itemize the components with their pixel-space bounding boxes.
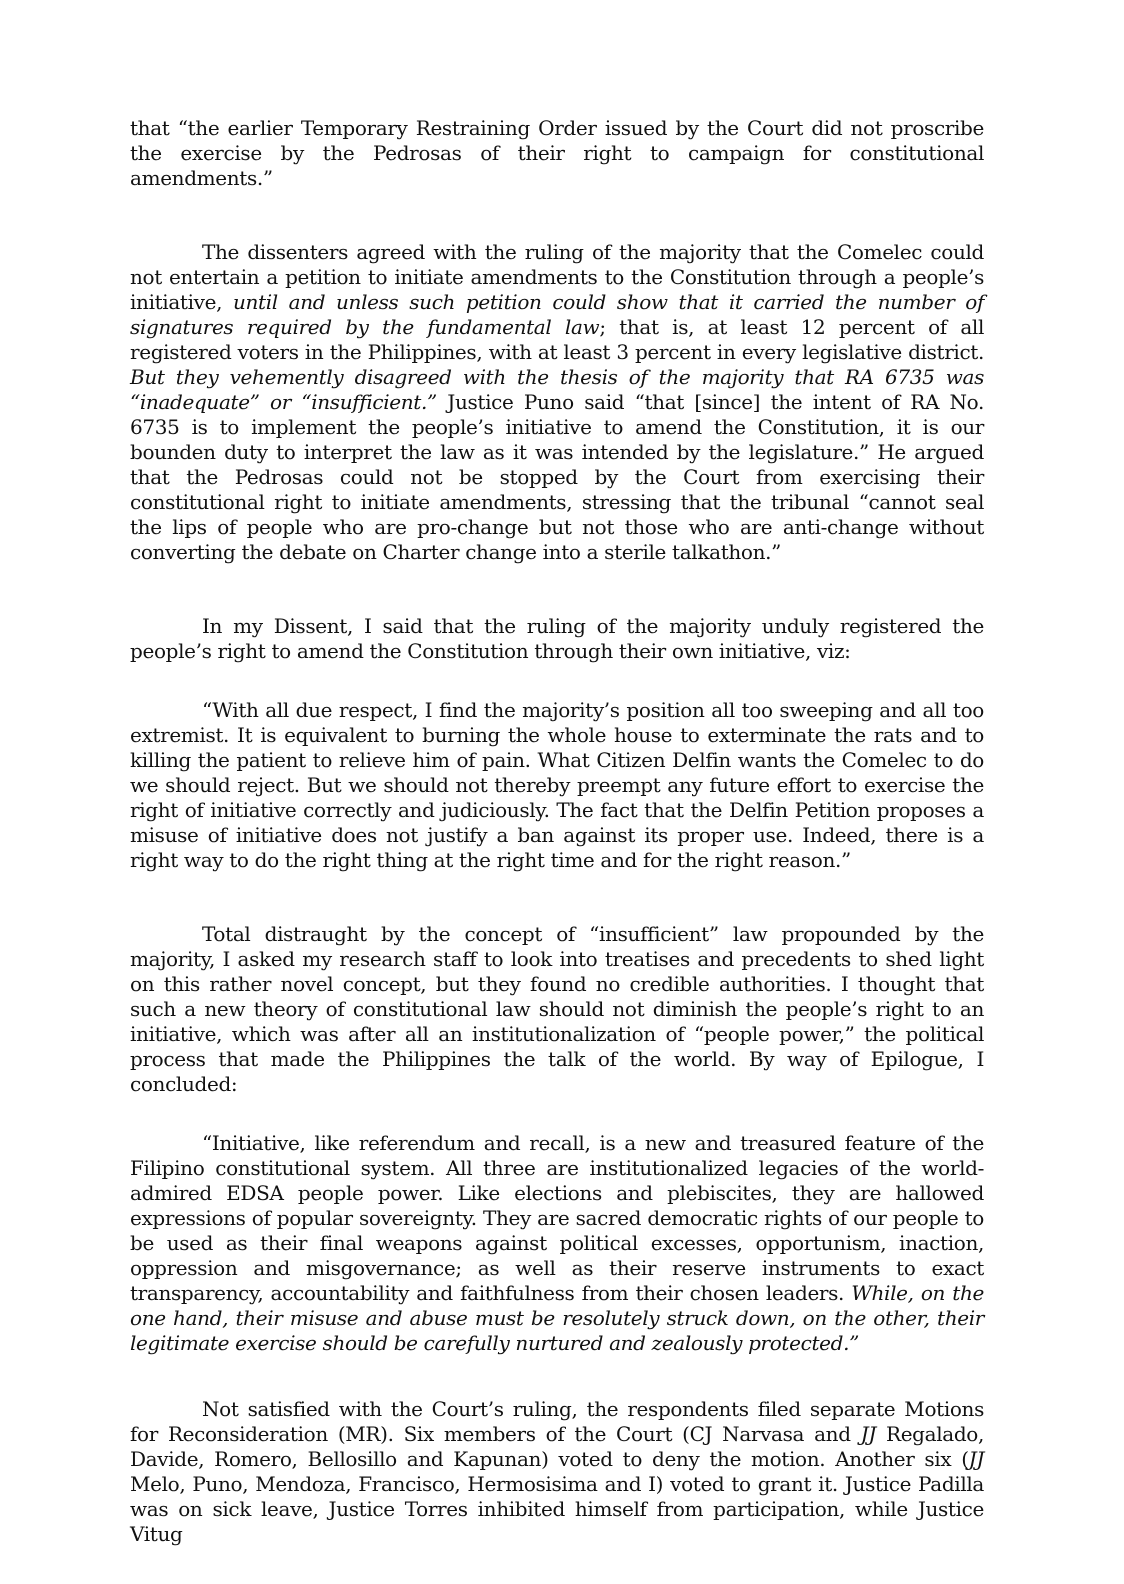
paragraph-1 (130, 116, 984, 191)
paragraph-7-text-b: Regalado, Davide, Romero, Bellosillo and Kapunan) voted to deny the motion. Another six ( (130, 1422, 984, 1471)
quote-paragraph-1-text: “With all due respect, I find the majority’s position all too sweeping and all too extremist. It is equivalent to burning the whole house to exterminate the rats and to killing the patient to relieve him of pain. What Citizen Delfin wants the Comelec to do we should reject. But we should not thereby preempt any future effort to exercise the right of initiative correctly and judiciously. The fact that the Delfin Petition proposes a misuse of initiative does not justify a ban against its proper use. Indeed, there is a right way to do the right thing at the right time and for the right reason.” (130, 698, 984, 872)
paragraph-3 (130, 614, 984, 664)
paragraph-7-italic-b: JJ (968, 1447, 984, 1471)
paragraph-3-text: In my Dissent, I said that the ruling of the majority unduly registered the people’s right to amend the Constitution through their own initiative, viz: (130, 614, 984, 663)
paragraph-5-text: Total distraught by the concept of “insufficient” law propounded by the majority, I asked my research staff to look into treatises and precedents to shed light on this rather novel concept, but they found no credible authorities. I thought that such a new theory of constitutional law should not diminish the people’s right to an initiative, which was after all an institutionalization of “people power,” the political process that made the Philippines the talk of the world. By way of Epilogue, I concluded: (130, 922, 984, 1096)
paragraph-2 (130, 240, 984, 565)
quote-paragraph-2-italic: While, on the one hand, their misuse and abuse must be resolutely struck down, on the other, their legitimate exercise should be carefully nurtured and zealously protected.” (130, 1281, 985, 1355)
paragraph-7-text-c: Melo, Puno, Mendoza, Francisco, Hermosisima and I) voted to grant it. Justice Padilla was on sick leave, Justice Torres inhibited himself from participation, while Justice Vitug (130, 1472, 984, 1546)
paragraph-5 (130, 922, 984, 1097)
quote-paragraph-2 (130, 1131, 984, 1356)
quote-paragraph-2-text: “Initiative, like referendum and recall, is a new and treasured feature of the Filipino constitutional system. All three are institutionalized legacies of the world-admired EDSA people power. Like elections and plebiscites, they are hallowed expressions of popular sovereignty. They are sacred democratic rights of our people to be used as their final weapons against political excesses, opportunism, inaction, oppression and misgovernance; as well as their reserve instruments to exact transparency, accountability and faithfulness from their chosen leaders. (130, 1131, 984, 1305)
paragraph-2-text-c: Justice Puno said “that [since] the intent of RA No. 6735 is to implement the people’s initiative to amend the Constitution, it is our bounden duty to interpret the law as it was intended by the legislature.” He argued that the Pedrosas could not be stopped by the Court from exercising their constitutional right to initiate amendments, stressing that the tribunal “cannot seal the lips of people who are pro-change but not those who are anti-change without converting the debate on Charter change into a sterile talkathon.” (130, 390, 984, 564)
paragraph-2-text-b: ; that is, at least 12 percent of all registered voters in the Philippines, with at least 3 percent in every legislative district. (130, 315, 984, 364)
paragraph-2-italic-a: until and unless such petition could show that it carried the number of signatures required by the fundamental law (130, 290, 984, 339)
paragraph-1-text: that “the earlier Temporary Restraining Order issued by the Court did not proscribe the exercise by the Pedrosas of their right to campaign for constitutional amendments.” (130, 116, 984, 190)
paragraph-2-italic-b: But they vehemently disagreed with the thesis of the majority that RA 6735 was “inadequate” or “insufficient.” (130, 365, 984, 414)
document-body (130, 116, 984, 1547)
paragraph-7 (130, 1397, 984, 1547)
paragraph-2-text-a: The dissenters agreed with the ruling of the majority that the Comelec could not entertain a petition to initiate amendments to the Constitution through a people’s initiative, (130, 240, 984, 314)
paragraph-7-text-a: Not satisfied with the Court’s ruling, the respondents filed separate Motions for Reconsideration (MR). Six members of the Court (CJ Narvasa and (130, 1397, 984, 1446)
paragraph-7-italic-a: JJ (860, 1422, 876, 1446)
quote-paragraph-1 (130, 698, 984, 873)
